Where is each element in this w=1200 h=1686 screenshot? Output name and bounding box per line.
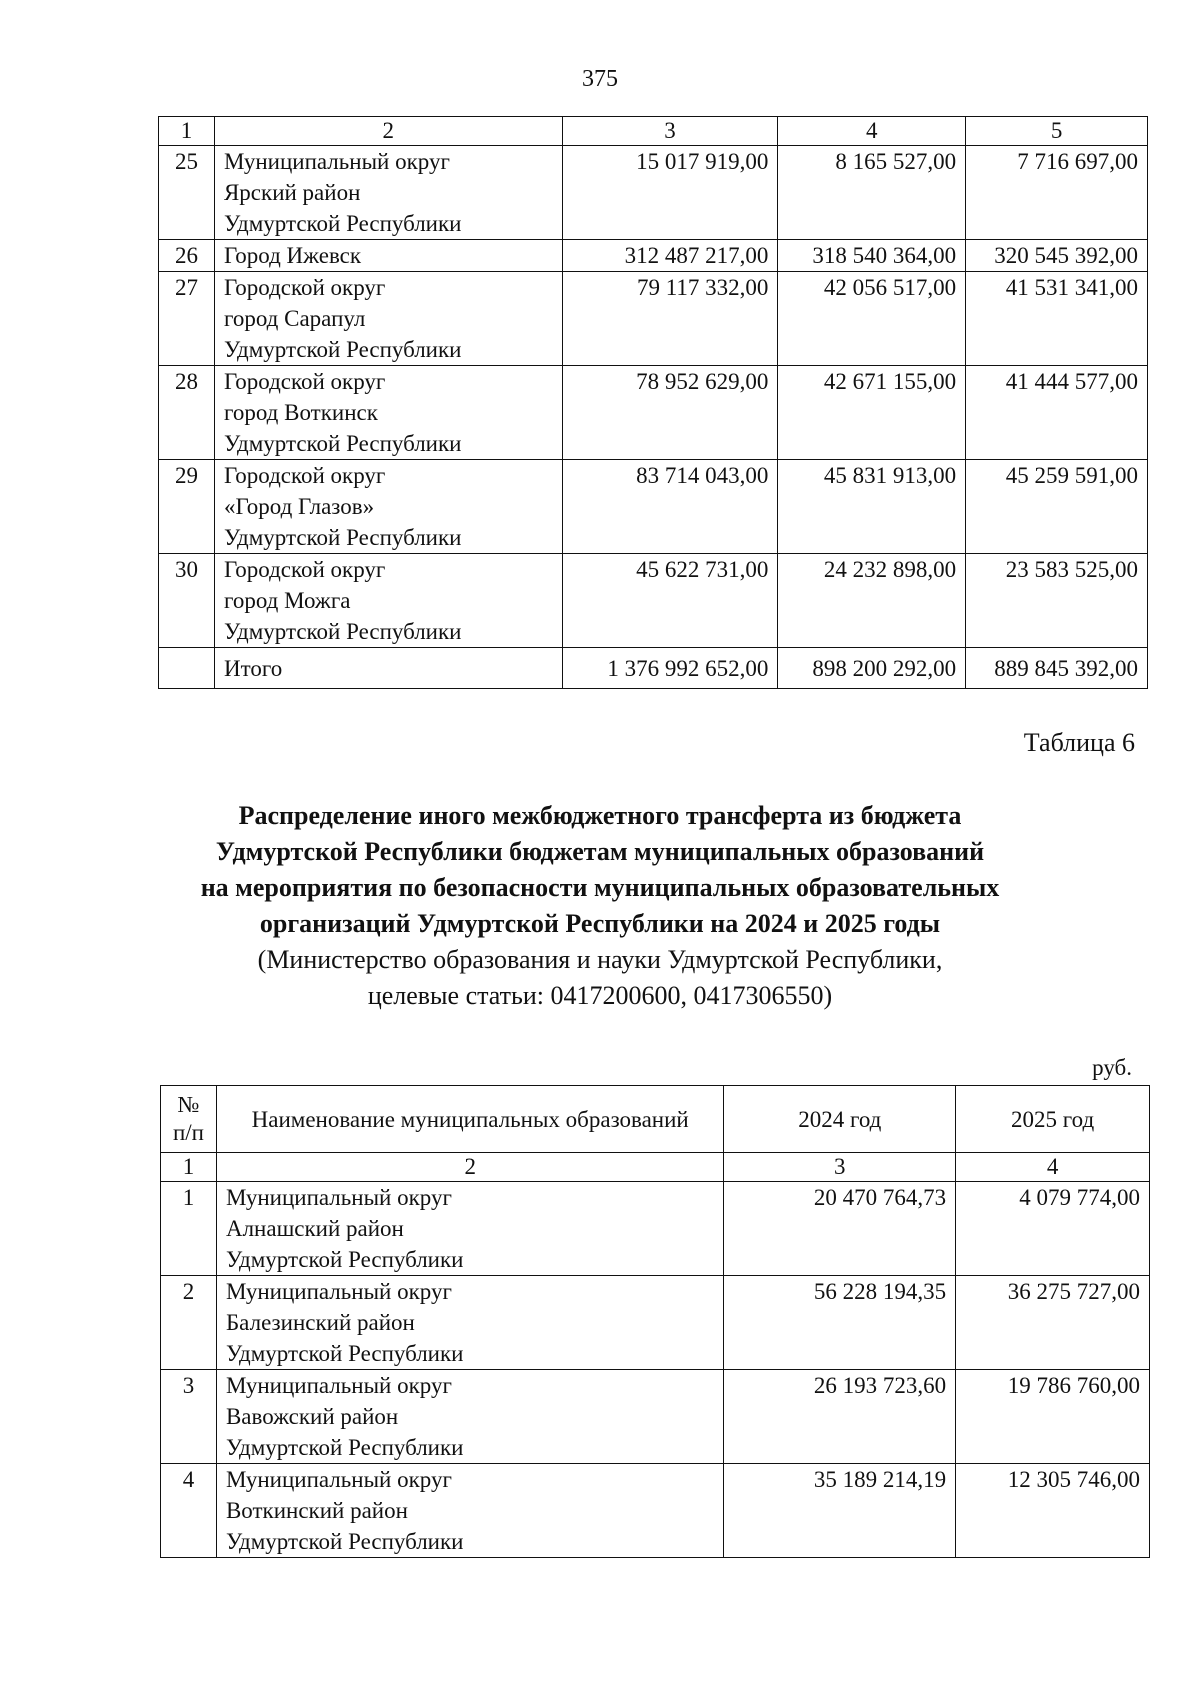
empty-cell	[159, 648, 215, 689]
amount-cell: 83 714 043,00	[562, 460, 778, 554]
row-number: 1	[161, 1182, 217, 1276]
column-number: 4	[778, 117, 966, 146]
amount-cell: 312 487 217,00	[562, 240, 778, 272]
table-row	[161, 1276, 1150, 1370]
column-number: 1	[161, 1153, 217, 1182]
currency-units: руб.	[1092, 1055, 1132, 1080]
amount-2024: 20 470 764,73	[724, 1182, 956, 1276]
amount-cell: 45 622 731,00	[562, 554, 778, 648]
column-number: 2	[214, 117, 562, 146]
row-number: 27	[159, 272, 215, 366]
total-label: Итого	[214, 648, 562, 689]
amount-cell: 41 531 341,00	[966, 272, 1148, 366]
row-number: 25	[159, 146, 215, 240]
header-number: № п/п	[161, 1086, 217, 1153]
amount-cell: 42 056 517,00	[778, 272, 966, 366]
amount-cell: 42 671 155,00	[778, 366, 966, 460]
column-number-row	[159, 117, 1148, 146]
row-number: 2	[161, 1276, 217, 1370]
table-row	[161, 1182, 1150, 1276]
municipality-name: Муниципальный округ Алнашский район Удмуртской Республики	[216, 1182, 723, 1276]
municipality-name: Городской округ «Город Глазов» Удмуртской Республики	[214, 460, 562, 554]
row-number: 29	[159, 460, 215, 554]
row-number: 4	[161, 1464, 217, 1558]
row-number: 26	[159, 240, 215, 272]
column-number: 4	[956, 1153, 1150, 1182]
amount-cell: 320 545 392,00	[966, 240, 1148, 272]
header-2025: 2025 год	[956, 1086, 1150, 1153]
amount-2024: 35 189 214,19	[724, 1464, 956, 1558]
amount-cell: 8 165 527,00	[778, 146, 966, 240]
transfer-distribution-table	[160, 1085, 1150, 1558]
table-row	[159, 146, 1148, 240]
table-row	[161, 1464, 1150, 1558]
amount-cell: 45 259 591,00	[966, 460, 1148, 554]
municipality-name: Городской округ город Сарапул Удмуртской Республики	[214, 272, 562, 366]
page-number: 375	[582, 66, 618, 92]
table-label: Таблица 6	[1023, 728, 1135, 757]
municipality-name: Муниципальный округ Вавожский район Удмуртской Республики	[216, 1370, 723, 1464]
municipality-name: Муниципальный округ Балезинский район Удмуртской Республики	[216, 1276, 723, 1370]
total-amount: 898 200 292,00	[778, 648, 966, 689]
allocation-table-continued	[158, 116, 1148, 689]
column-number-row	[161, 1153, 1150, 1182]
municipality-name: Город Ижевск	[214, 240, 562, 272]
amount-cell: 78 952 629,00	[562, 366, 778, 460]
document-title	[100, 798, 1100, 1014]
municipality-name: Муниципальный округ Ярский район Удмуртской Республики	[214, 146, 562, 240]
table-row	[159, 240, 1148, 272]
municipality-name: Городской округ город Можга Удмуртской Республики	[214, 554, 562, 648]
row-number: 30	[159, 554, 215, 648]
column-number: 3	[724, 1153, 956, 1182]
amount-cell: 45 831 913,00	[778, 460, 966, 554]
municipality-name: Городской округ город Воткинск Удмуртской Республики	[214, 366, 562, 460]
amount-2024: 26 193 723,60	[724, 1370, 956, 1464]
amount-2025: 19 786 760,00	[956, 1370, 1150, 1464]
row-number: 28	[159, 366, 215, 460]
column-number: 5	[966, 117, 1148, 146]
amount-2025: 4 079 774,00	[956, 1182, 1150, 1276]
column-number: 2	[216, 1153, 723, 1182]
amount-cell: 24 232 898,00	[778, 554, 966, 648]
table-row	[159, 460, 1148, 554]
table-row	[159, 272, 1148, 366]
amount-cell: 7 716 697,00	[966, 146, 1148, 240]
header-name: Наименование муниципальных образований	[216, 1086, 723, 1153]
amount-2025: 12 305 746,00	[956, 1464, 1150, 1558]
amount-2025: 36 275 727,00	[956, 1276, 1150, 1370]
amount-cell: 79 117 332,00	[562, 272, 778, 366]
header-2024: 2024 год	[724, 1086, 956, 1153]
total-row	[159, 648, 1148, 689]
table-row	[161, 1370, 1150, 1464]
amount-cell: 23 583 525,00	[966, 554, 1148, 648]
amount-cell: 15 017 919,00	[562, 146, 778, 240]
title-subtitle: (Министерство образования и науки Удмуртской Республики, целевые статьи: 0417200600, 0417306550)	[257, 945, 943, 1010]
table-row	[159, 554, 1148, 648]
municipality-name: Муниципальный округ Воткинский район Удмуртской Республики	[216, 1464, 723, 1558]
total-amount: 889 845 392,00	[966, 648, 1148, 689]
column-number: 1	[159, 117, 215, 146]
column-number: 3	[562, 117, 778, 146]
table-row	[159, 366, 1148, 460]
table-header-row	[161, 1086, 1150, 1153]
row-number: 3	[161, 1370, 217, 1464]
amount-2024: 56 228 194,35	[724, 1276, 956, 1370]
title-main: Распределение иного межбюджетного трансферта из бюджета Удмуртской Республики бюджетам муниципальных образований на мероприятия по безопасности муниципальных образовательных организаций Удмуртской Республики на 2024 и 2025 годы	[200, 801, 1000, 938]
total-amount: 1 376 992 652,00	[562, 648, 778, 689]
amount-cell: 318 540 364,00	[778, 240, 966, 272]
amount-cell: 41 444 577,00	[966, 366, 1148, 460]
